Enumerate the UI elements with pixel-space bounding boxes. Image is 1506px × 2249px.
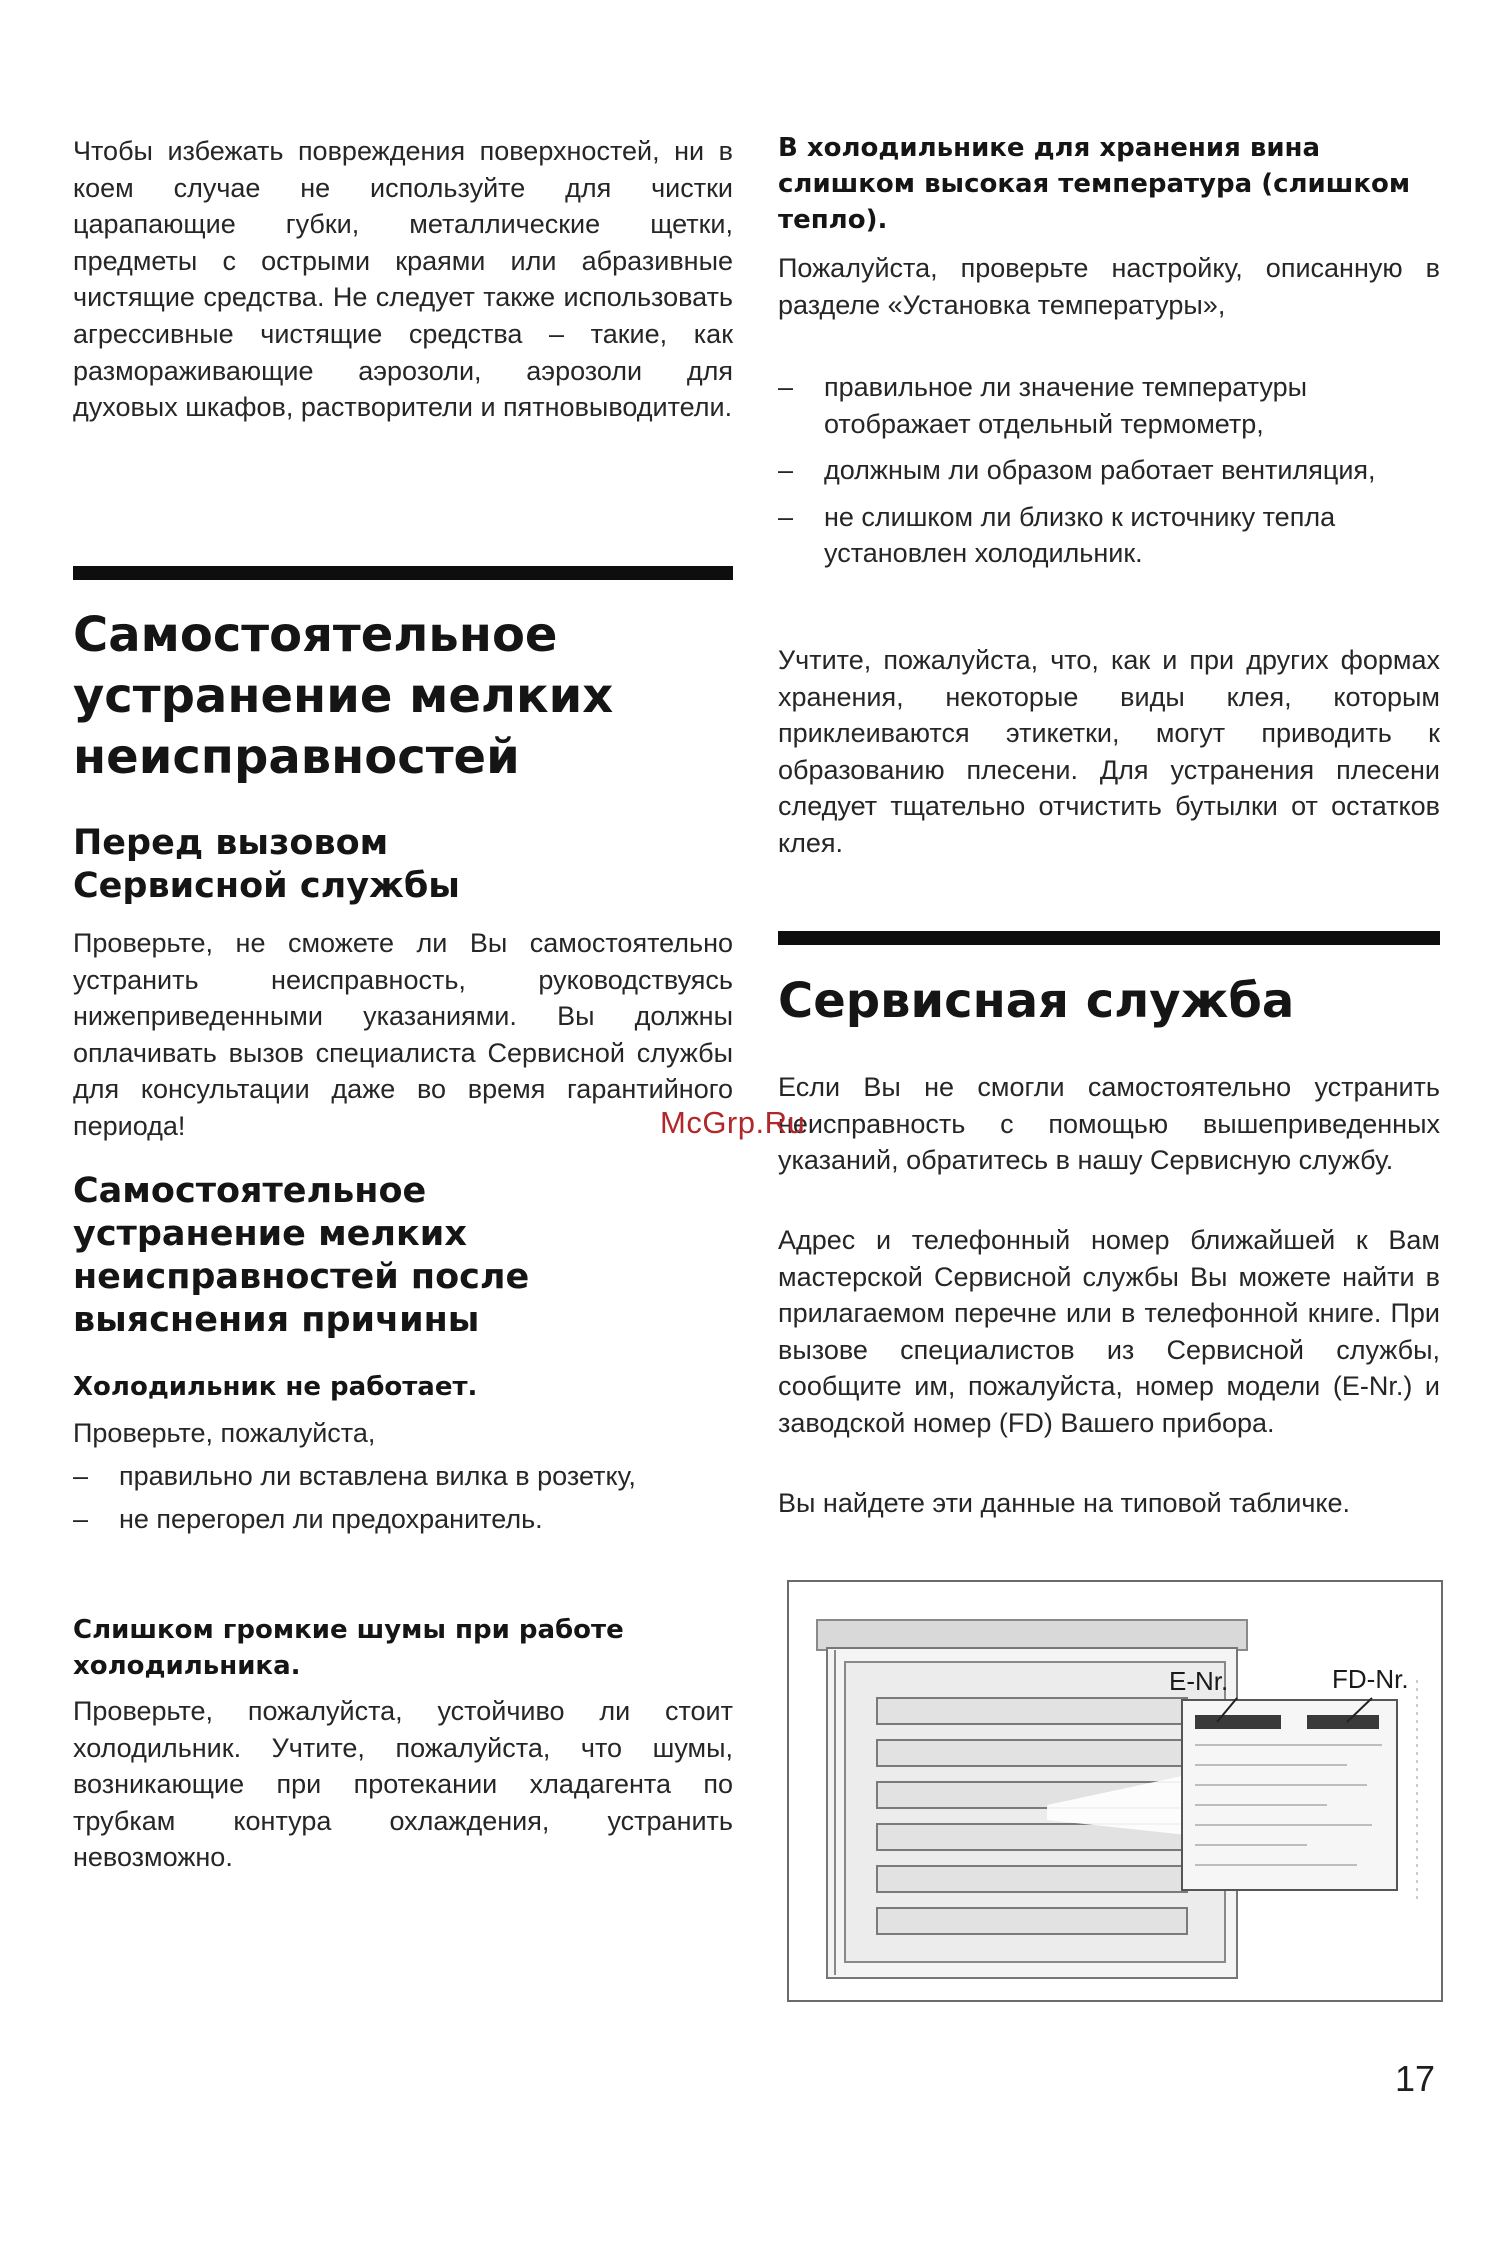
dash-bullet: –: [778, 372, 794, 402]
before-call-title: Перед вызовом Сервисной службы: [73, 823, 460, 906]
mold-text: Учтите, пожалуйста, что, как и при других формах хранения, некоторые виды клея, которым приклеиваются этикетки, могут приводить к образованию плесени. Для устранения плесени следует тщательно отчистить бутылки от остатков клея.: [778, 645, 1440, 858]
enr-field: [1195, 1715, 1281, 1729]
list-item-text: правильно ли вставлена вилка в розетку,: [119, 1461, 636, 1491]
fdnr-label: FD-Nr.: [1332, 1664, 1409, 1694]
wine-list: [778, 369, 1440, 572]
noise-title: Слишком громкие шумы при работе холодильника.: [73, 1615, 624, 1681]
fdnr-field: [1307, 1715, 1379, 1729]
fridge-illustration: [787, 1580, 1443, 2002]
service-text-1: Если Вы не смогли самостоятельно устранить неисправность с помощью вышеприведенных указаний, обратитесь в нашу Сервисную службу.: [778, 1072, 1440, 1176]
page-number: 17: [1395, 2058, 1436, 2099]
before-call-text: Проверьте, не сможете ли Вы самостоятельно устранить неисправность, руководствуясь нижеприведенными указаниями. Вы должны оплачивать вызов специалиста Сервисной службы для консультации даже во время гарантийного периода!: [73, 928, 733, 1141]
counter-top: [817, 1620, 1247, 1650]
dash-bullet: –: [73, 1461, 89, 1491]
rating-plate-figure: [787, 1580, 1443, 2002]
service-title: Сервисная служба: [778, 973, 1295, 1029]
list-item-text: правильное ли значение температуры отображает отдельный термометр,: [824, 372, 1307, 439]
dash-bullet: –: [73, 1503, 89, 1534]
list-item: [778, 452, 1440, 489]
wine-lead: Пожалуйста, проверьте настройку, описанную в разделе «Установка температуры»,: [778, 253, 1440, 320]
list-item-text: должным ли образом работает вентиляция,: [824, 455, 1376, 486]
not-working-title: Холодильник не работает.: [73, 1372, 478, 1402]
wine-title: В холодильнике для хранения вина слишком высокая температура (слишком тепло).: [778, 133, 1411, 235]
watermark: McGrp.Ru: [660, 1105, 806, 1140]
not-working-lead: Проверьте, пожалуйста,: [73, 1418, 376, 1448]
list-item: [778, 369, 1440, 442]
section-rule: [73, 566, 733, 580]
list-item: [73, 1458, 733, 1495]
section-rule: [778, 931, 1440, 945]
list-item: [73, 1501, 733, 1538]
intro-paragraph: Чтобы избежать повреждения поверхностей, ни в коем случае не используйте для чистки царапающие губки, металлические щетки, предметы с острыми краями или абразивные чистящие средства. Не следует также использовать агрессивные чистящие средства – такие, как размораживающие аэрозоли, аэрозоли для духовых шкафов, растворители и пятновыводители.: [73, 136, 733, 423]
list-item: [778, 499, 1440, 572]
enr-label: E-Nr.: [1169, 1666, 1229, 1696]
noise-text: Проверьте, пожалуйста, устойчиво ли стоит холодильник. Учтите, пожалуйста, что шумы, возникающие при протекании хладагента по трубкам контура охлаждения, устранить невозможно.: [73, 1696, 733, 1873]
service-text-3: Вы найдете эти данные на типовой табличке.: [778, 1488, 1351, 1518]
list-item-text: не перегорел ли предохранитель.: [119, 1503, 543, 1534]
dash-bullet: –: [778, 501, 794, 532]
self-fix-title: Самостоятельное устранение мелких неисправностей после выяснения причины: [73, 1171, 530, 1340]
list-item-text: не слишком ли близко к источнику тепла установлен холодильник.: [824, 501, 1336, 569]
dash-bullet: –: [778, 455, 794, 486]
not-working-list: [73, 1458, 733, 1537]
section-title: Самостоятельное устранение мелких неисправностей: [73, 607, 614, 785]
service-text-2: Адрес и телефонный номер ближайшей к Вам мастерской Сервисной службы Вы можете найти в прилагаемом перечне или в телефонной книге. При вызове специалистов из Сервисной службы, сообщите им, пожалуйста, номер модели (E-Nr.) и заводской номер (FD) Вашего прибора.: [778, 1225, 1440, 1438]
